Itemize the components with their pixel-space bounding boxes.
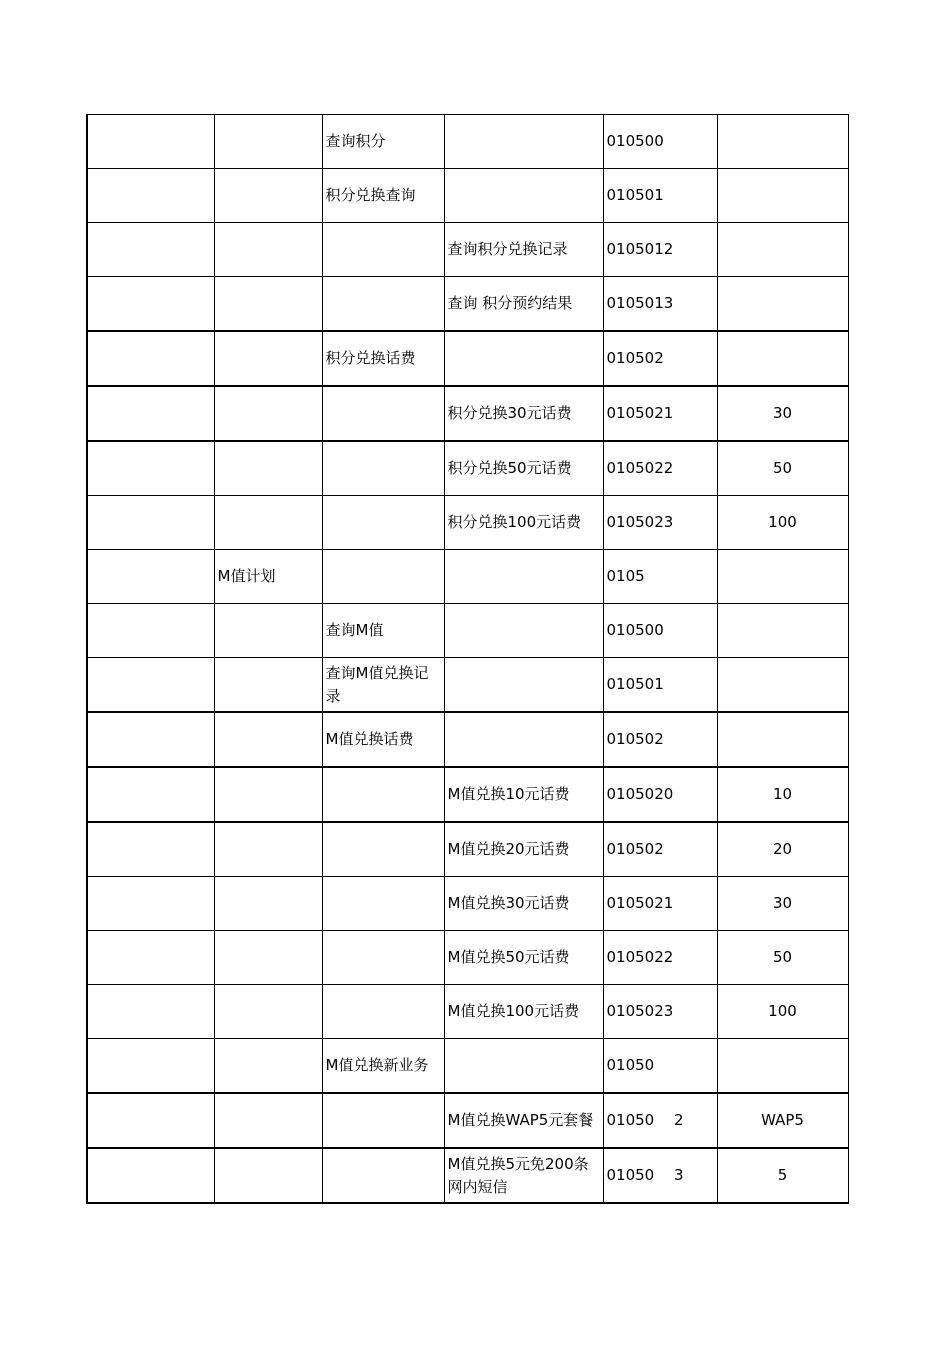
value-cell: 30 (717, 877, 848, 931)
value-cell: WAP5 (717, 1093, 848, 1148)
level1-cell (87, 767, 214, 822)
level2-cell (214, 712, 322, 767)
level4-cell (444, 331, 603, 386)
code-cell: 0105020 (603, 767, 717, 822)
value-cell (717, 1039, 848, 1094)
level1-cell (87, 1148, 214, 1203)
value-cell: 50 (717, 441, 848, 496)
level2-cell (214, 115, 322, 169)
level2-cell (214, 822, 322, 877)
level3-cell: 积分兑换查询 (322, 169, 444, 223)
level3-cell: M值兑换新业务 (322, 1039, 444, 1094)
level4-cell: M值兑换5元免200条网内短信 (444, 1148, 603, 1203)
level1-cell (87, 877, 214, 931)
code-cell: 0105022 (603, 931, 717, 985)
table-row (87, 1039, 848, 1094)
level1-cell (87, 1093, 214, 1148)
level1-cell (87, 331, 214, 386)
value-cell (717, 550, 848, 604)
level4-cell: 查询 积分预约结果 (444, 277, 603, 332)
level1-cell (87, 822, 214, 877)
level3-cell (322, 550, 444, 604)
level2-cell (214, 1148, 322, 1203)
level1-cell (87, 658, 214, 713)
level2-cell (214, 658, 322, 713)
table-row (87, 822, 848, 877)
code-cell: 01050 (603, 1039, 717, 1094)
level3-cell (322, 985, 444, 1039)
code-cell: 010500 (603, 115, 717, 169)
code-cell: 0105023 (603, 985, 717, 1039)
level4-cell: M值兑换100元话费 (444, 985, 603, 1039)
level1-cell (87, 496, 214, 550)
level2-cell (214, 441, 322, 496)
table-body (87, 115, 848, 1204)
level3-cell (322, 767, 444, 822)
table-row (87, 1148, 848, 1203)
table-row (87, 169, 848, 223)
value-cell (717, 331, 848, 386)
level4-cell (444, 658, 603, 713)
level4-cell: 积分兑换50元话费 (444, 441, 603, 496)
code-cell: 010500 (603, 604, 717, 658)
level4-cell: M值兑换30元话费 (444, 877, 603, 931)
table-row (87, 115, 848, 169)
code-cell: 010502 (603, 712, 717, 767)
level2-cell (214, 931, 322, 985)
level1-cell (87, 985, 214, 1039)
level2-cell (214, 767, 322, 822)
level2-cell (214, 1039, 322, 1094)
level4-cell: 积分兑换100元话费 (444, 496, 603, 550)
level4-cell: M值兑换10元话费 (444, 767, 603, 822)
level3-cell (322, 1093, 444, 1148)
service-code-table (86, 114, 849, 1204)
value-cell: 50 (717, 931, 848, 985)
value-cell: 100 (717, 985, 848, 1039)
level2-cell (214, 604, 322, 658)
level1-cell (87, 386, 214, 441)
level3-cell (322, 277, 444, 332)
level4-cell: M值兑换WAP5元套餐 (444, 1093, 603, 1148)
level1-cell (87, 712, 214, 767)
table-row (87, 441, 848, 496)
level4-cell (444, 115, 603, 169)
level3-cell (322, 441, 444, 496)
value-cell: 30 (717, 386, 848, 441)
level3-cell: 查询M值 (322, 604, 444, 658)
table-row (87, 658, 848, 713)
level3-cell (322, 1148, 444, 1203)
code-cell: 010502 (603, 331, 717, 386)
level4-cell (444, 1039, 603, 1094)
level3-cell (322, 223, 444, 277)
code-cell: 0105022 (603, 441, 717, 496)
table-row (87, 277, 848, 332)
table-row (87, 1093, 848, 1148)
value-cell (717, 604, 848, 658)
value-cell (717, 169, 848, 223)
level2-cell (214, 169, 322, 223)
level2-cell (214, 1093, 322, 1148)
value-cell: 20 (717, 822, 848, 877)
code-cell: 010502 (603, 822, 717, 877)
level1-cell (87, 550, 214, 604)
table-row (87, 877, 848, 931)
level4-cell (444, 604, 603, 658)
level4-cell (444, 712, 603, 767)
level3-cell (322, 496, 444, 550)
code-cell: 01050 3 (603, 1148, 717, 1203)
table-row (87, 985, 848, 1039)
level1-cell (87, 1039, 214, 1094)
level3-cell (322, 822, 444, 877)
table-row (87, 767, 848, 822)
code-cell: 0105021 (603, 386, 717, 441)
value-cell (717, 223, 848, 277)
code-cell: 0105021 (603, 877, 717, 931)
level4-cell: M值兑换20元话费 (444, 822, 603, 877)
code-cell: 010501 (603, 658, 717, 713)
level4-cell (444, 550, 603, 604)
level2-cell (214, 985, 322, 1039)
code-cell: 0105012 (603, 223, 717, 277)
code-cell: 0105023 (603, 496, 717, 550)
code-cell: 0105013 (603, 277, 717, 332)
table-row (87, 550, 848, 604)
table-row (87, 331, 848, 386)
level1-cell (87, 277, 214, 332)
level4-cell (444, 169, 603, 223)
level4-cell: 查询积分兑换记录 (444, 223, 603, 277)
level2-cell (214, 277, 322, 332)
table-row (87, 223, 848, 277)
value-cell: 10 (717, 767, 848, 822)
level3-cell (322, 877, 444, 931)
level2-cell (214, 386, 322, 441)
value-cell (717, 115, 848, 169)
level1-cell (87, 441, 214, 496)
level4-cell: 积分兑换30元话费 (444, 386, 603, 441)
table-row (87, 931, 848, 985)
code-cell: 0105 (603, 550, 717, 604)
level2-cell (214, 223, 322, 277)
table-row (87, 496, 848, 550)
level1-cell (87, 223, 214, 277)
level3-cell: M值兑换话费 (322, 712, 444, 767)
level1-cell (87, 604, 214, 658)
level2-cell (214, 331, 322, 386)
value-cell (717, 277, 848, 332)
level1-cell (87, 115, 214, 169)
level3-cell: 查询M值兑换记录 (322, 658, 444, 713)
value-cell: 5 (717, 1148, 848, 1203)
level2-cell (214, 877, 322, 931)
table-row (87, 604, 848, 658)
table-row (87, 386, 848, 441)
level3-cell: 查询积分 (322, 115, 444, 169)
code-cell: 01050 2 (603, 1093, 717, 1148)
level1-cell (87, 169, 214, 223)
table-row (87, 712, 848, 767)
level2-cell (214, 496, 322, 550)
level4-cell: M值兑换50元话费 (444, 931, 603, 985)
value-cell (717, 712, 848, 767)
code-cell: 010501 (603, 169, 717, 223)
level3-cell (322, 931, 444, 985)
value-cell: 100 (717, 496, 848, 550)
level3-cell: 积分兑换话费 (322, 331, 444, 386)
value-cell (717, 658, 848, 713)
level3-cell (322, 386, 444, 441)
level2-cell: M值计划 (214, 550, 322, 604)
level1-cell (87, 931, 214, 985)
